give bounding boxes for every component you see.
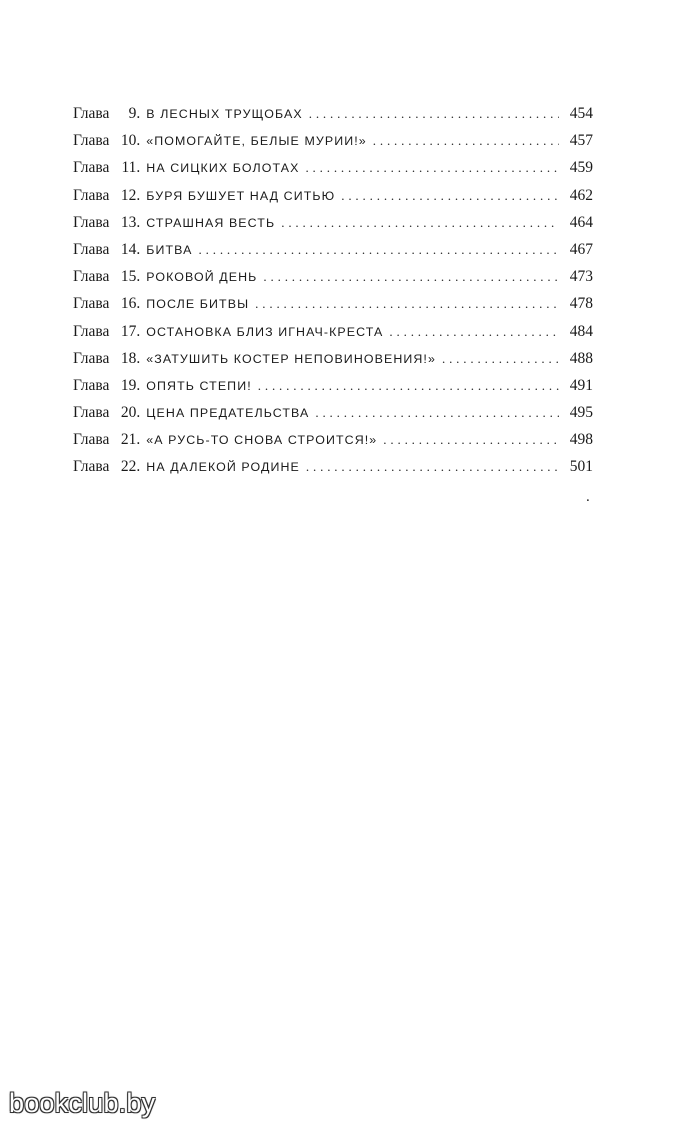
chapter-prefix: Глава xyxy=(73,186,110,204)
chapter-prefix: Глава xyxy=(73,322,110,340)
chapter-prefix: Глава xyxy=(73,458,110,476)
dot-leader xyxy=(315,399,559,426)
page-number: 491 xyxy=(569,376,593,394)
toc-entry xyxy=(73,100,593,127)
dot-leader xyxy=(373,127,559,154)
chapter-number-dot: . xyxy=(136,431,141,449)
page-number: 462 xyxy=(569,186,593,204)
dot-leader xyxy=(258,372,559,399)
chapter-number: 17 xyxy=(120,322,137,340)
chapter-number-dot: . xyxy=(136,404,141,422)
chapter-title: В ЛЕСНЫХ ТРУЩОБАХ xyxy=(146,107,303,121)
table-of-contents xyxy=(73,100,593,481)
chapter-title: ПОСЛЕ БИТВЫ xyxy=(146,297,250,312)
toc-entry xyxy=(73,345,593,372)
watermark-text: bookclub.by xyxy=(9,1088,156,1118)
page-number: 488 xyxy=(569,349,593,367)
page-number: 457 xyxy=(569,132,593,150)
chapter-number: 9 xyxy=(128,105,137,122)
dot-leader xyxy=(442,345,559,372)
chapter-title: ОСТАНОВКА БЛИЗ ИГНАЧ-КРЕСТА xyxy=(146,324,384,339)
chapter-number: 14 xyxy=(120,240,137,258)
toc-entry xyxy=(73,426,593,453)
chapter-prefix: Глава xyxy=(73,431,110,449)
page-number: 459 xyxy=(569,159,593,177)
chapter-prefix: Глава xyxy=(73,268,110,286)
toc-entry xyxy=(73,127,593,154)
chapter-title: «ЗАТУШИТЬ КОСТЕР НЕПОВИНОВЕНИЯ!» xyxy=(146,351,436,366)
toc-entry xyxy=(73,236,593,263)
chapter-number: 19 xyxy=(120,376,137,394)
chapter-number-dot: . xyxy=(136,132,141,150)
page-number: 484 xyxy=(569,322,593,340)
chapter-number: 12 xyxy=(120,186,137,204)
toc-entry xyxy=(73,182,593,209)
toc-entry xyxy=(73,209,593,236)
dot-leader xyxy=(309,100,559,127)
page-number: 478 xyxy=(569,295,593,313)
chapter-number: 20 xyxy=(120,404,137,422)
chapter-number-dot: . xyxy=(136,458,141,476)
page-number: 464 xyxy=(569,213,593,231)
chapter-number-dot: . xyxy=(136,159,141,177)
chapter-number: 22 xyxy=(120,458,137,476)
chapter-number-dot: . xyxy=(136,240,141,258)
chapter-prefix: Глава xyxy=(73,159,110,177)
page-number: 498 xyxy=(569,431,593,449)
dot-leader xyxy=(383,426,559,453)
toc-entry xyxy=(73,290,593,317)
chapter-prefix: Глава xyxy=(73,132,110,150)
chapter-number-dot: . xyxy=(136,376,141,394)
stray-dot: . xyxy=(586,489,590,505)
chapter-title: НА СИЦКИХ БОЛОТАХ xyxy=(146,161,300,176)
chapter-prefix: Глава xyxy=(73,376,110,394)
chapter-title: «ПОМОГАЙТЕ, БЕЛЫЕ МУРИИ!» xyxy=(146,134,367,149)
toc-entry xyxy=(73,399,593,426)
chapter-title: «А РУСЬ-ТО СНОВА СТРОИТСЯ!» xyxy=(146,433,378,448)
dot-leader xyxy=(263,263,559,290)
dot-leader xyxy=(255,290,559,317)
chapter-title: НА ДАЛЕКОЙ РОДИНЕ xyxy=(146,460,300,475)
dot-leader xyxy=(306,453,559,480)
chapter-number: 16 xyxy=(120,295,137,313)
toc-entry xyxy=(73,263,593,290)
page-number: 467 xyxy=(569,240,593,258)
toc-entry xyxy=(73,154,593,181)
chapter-number: 13 xyxy=(120,213,137,231)
chapter-title: ОПЯТЬ СТЕПИ! xyxy=(146,378,252,393)
chapter-prefix: Глава xyxy=(73,213,110,231)
toc-entry xyxy=(73,318,593,345)
chapter-title: ЦЕНА ПРЕДАТЕЛЬСТВА xyxy=(146,406,310,421)
chapter-prefix: Глава xyxy=(73,349,110,367)
chapter-number: 21 xyxy=(120,431,137,449)
chapter-title: БУРЯ БУШУЕТ НАД СИТЬЮ xyxy=(146,188,336,203)
chapter-number-dot: . xyxy=(136,268,141,286)
chapter-number: 10 xyxy=(120,132,137,150)
toc-entry xyxy=(73,372,593,399)
chapter-title: СТРАШНАЯ ВЕСТЬ xyxy=(146,215,276,230)
chapter-title: БИТВА xyxy=(146,242,193,257)
dot-leader xyxy=(199,236,559,263)
chapter-number-dot: . xyxy=(136,349,141,367)
page-number: 501 xyxy=(569,458,593,476)
chapter-number-dot: . xyxy=(136,295,141,313)
dot-leader xyxy=(281,209,559,236)
chapter-number: 11 xyxy=(121,159,137,177)
chapter-number-dot: . xyxy=(136,322,141,340)
chapter-number-dot: . xyxy=(136,105,141,122)
chapter-prefix: Глава xyxy=(73,105,110,122)
chapter-number-dot: . xyxy=(136,213,141,231)
dot-leader xyxy=(341,182,559,209)
chapter-prefix: Глава xyxy=(73,240,110,258)
dot-leader xyxy=(389,318,559,345)
toc-entry xyxy=(73,453,593,480)
chapter-prefix: Глава xyxy=(73,295,110,313)
chapter-number: 18 xyxy=(120,349,137,367)
chapter-prefix: Глава xyxy=(73,404,110,422)
chapter-title: РОКОВОЙ ДЕНЬ xyxy=(146,270,258,285)
page-number: 454 xyxy=(569,105,593,122)
chapter-number-dot: . xyxy=(136,186,141,204)
dot-leader xyxy=(305,154,559,181)
page-number: 473 xyxy=(569,268,593,286)
chapter-number: 15 xyxy=(120,268,137,286)
page-number: 495 xyxy=(569,404,593,422)
